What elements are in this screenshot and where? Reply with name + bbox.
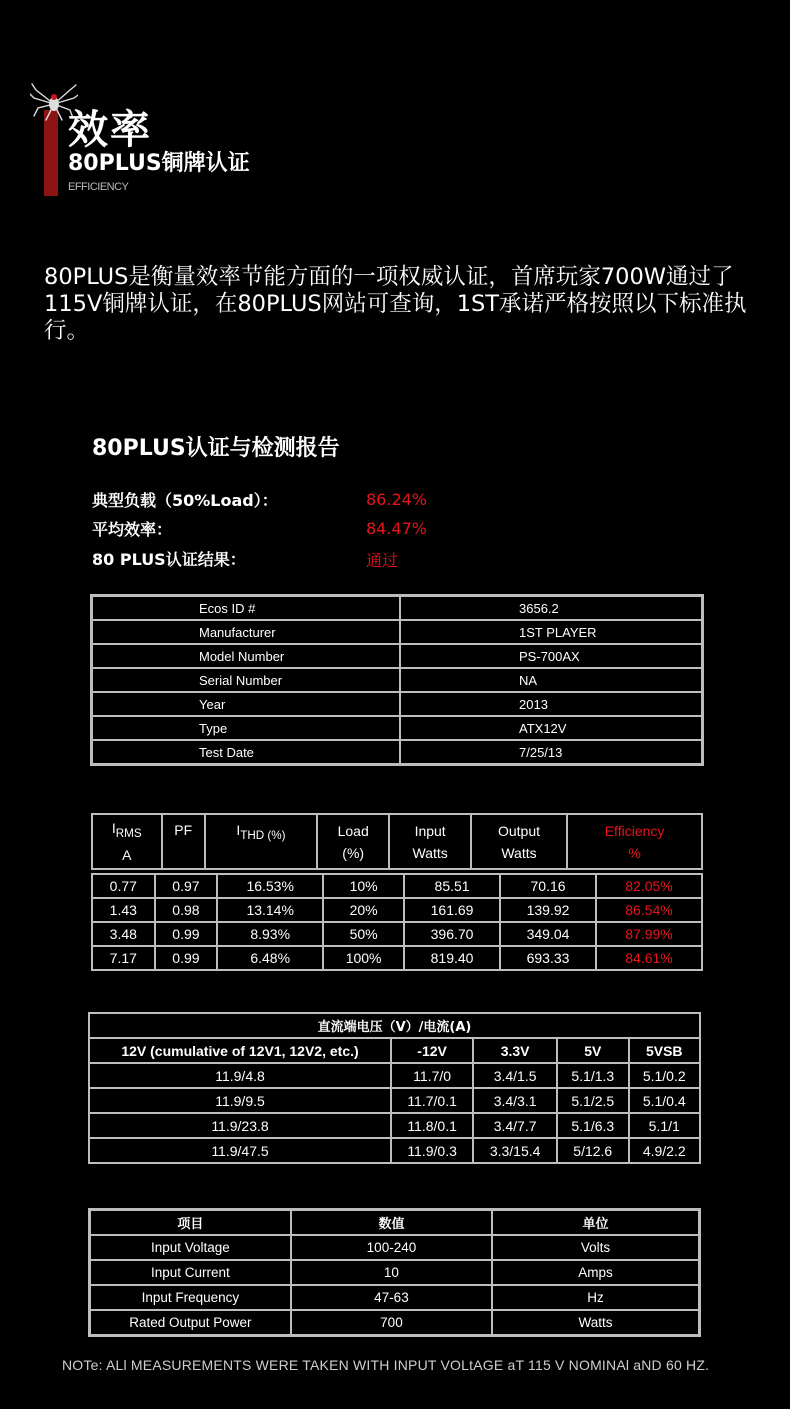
cell: 47-63: [291, 1285, 492, 1310]
cell: 0.97: [155, 874, 218, 898]
table-row: [89, 1088, 700, 1113]
cell: 693.33: [500, 946, 596, 970]
report-title: 80PLUS认证与检测报告: [92, 436, 340, 461]
header-efficiency: Efficiency %: [567, 814, 702, 869]
cell: 85.51: [404, 874, 500, 898]
cell: 1.43: [92, 898, 155, 922]
info-value: PS-700AX: [400, 644, 703, 668]
spec-header: 单位: [492, 1210, 699, 1236]
cell: 5.1/0.2: [629, 1063, 701, 1088]
intro-paragraph: 80PLUS是衡量效率节能方面的一项权威认证，首席玩家700W通过了115V铜牌认证，在80PLUS网站可查询，1ST承诺严格按照以下标准执行。: [44, 264, 747, 344]
cell: 70.16: [500, 874, 596, 898]
cell: Input Current: [90, 1260, 291, 1285]
info-key: Ecos ID #: [92, 596, 401, 621]
table-header-row: [92, 814, 702, 869]
efficiency-cell: 84.61%: [596, 946, 702, 970]
dc-header: 5V: [557, 1038, 628, 1063]
summary-value-result: 通过: [366, 551, 399, 570]
efficiency-table-data: [91, 873, 703, 971]
cell: 7.17: [92, 946, 155, 970]
dc-header: -12V: [391, 1038, 473, 1063]
cell: 11.9/23.8: [89, 1113, 391, 1138]
dc-header: 12V (cumulative of 12V1, 12V2, etc.): [89, 1038, 391, 1063]
header-output-watts: Output Watts: [471, 814, 567, 869]
cell: Watts: [492, 1310, 699, 1336]
efficiency-table-header: [91, 813, 703, 870]
cell: 11.9/4.8: [89, 1063, 391, 1088]
table-row: [90, 1310, 700, 1336]
table-row: [92, 874, 702, 898]
dc-table-title: 直流端电压（V）/电流(A): [89, 1013, 700, 1038]
section-subtitle: 80PLUS铜牌认证: [68, 151, 250, 176]
cell: 6.48%: [217, 946, 323, 970]
cell: 396.70: [404, 922, 500, 946]
cell: 8.93%: [217, 922, 323, 946]
cell: Input Frequency: [90, 1285, 291, 1310]
table-row: [92, 946, 702, 970]
table-row: [90, 1285, 700, 1310]
cell: 3.48: [92, 922, 155, 946]
cell: 0.98: [155, 898, 218, 922]
cell: 161.69: [404, 898, 500, 922]
info-value: 1ST PLAYER: [400, 620, 703, 644]
table-row: [92, 620, 703, 644]
table-row: [92, 740, 703, 765]
cell: 5/12.6: [557, 1138, 628, 1163]
table-row: [90, 1235, 700, 1260]
cell: 3.4/3.1: [473, 1088, 557, 1113]
cell: 0.99: [155, 922, 218, 946]
cell: 5.1/0.4: [629, 1088, 701, 1113]
summary-label-average: 平均效率：: [92, 520, 173, 539]
cell: Rated Output Power: [90, 1310, 291, 1336]
cell: 11.9/47.5: [89, 1138, 391, 1163]
cell: 5.1/2.5: [557, 1088, 628, 1113]
summary-label-result: 80 PLUS认证结果：: [92, 550, 246, 569]
header-irms: $I_{RMS}$ A: [92, 814, 162, 869]
section-subtitle-en: EFFICIENCY: [68, 181, 129, 193]
cell: 20%: [323, 898, 404, 922]
section-title: 效率: [68, 107, 152, 153]
info-value: 7/25/13: [400, 740, 703, 765]
cell: 5.1/1.3: [557, 1063, 628, 1088]
spec-header: 数值: [291, 1210, 492, 1236]
cell: Input Voltage: [90, 1235, 291, 1260]
summary-value-average: 84.47%: [366, 519, 428, 538]
info-key: Type: [92, 716, 401, 740]
table-title-row: [89, 1013, 700, 1038]
cell: 0.77: [92, 874, 155, 898]
cell: 700: [291, 1310, 492, 1336]
cell: 5.1/6.3: [557, 1113, 628, 1138]
cell: 100%: [323, 946, 404, 970]
table-row: [92, 716, 703, 740]
table-row: [92, 596, 703, 621]
cell: 4.9/2.2: [629, 1138, 701, 1163]
table-row: [89, 1138, 700, 1163]
header-ithd: $I_{THD (\%)}$: [205, 814, 317, 869]
cell: 50%: [323, 922, 404, 946]
efficiency-cell: 82.05%: [596, 874, 702, 898]
info-key: Manufacturer: [92, 620, 401, 644]
cell: 10%: [323, 874, 404, 898]
cell: 10: [291, 1260, 492, 1285]
table-row: [92, 668, 703, 692]
info-value: 3656.2: [400, 596, 703, 621]
table-row: [92, 692, 703, 716]
table-row: [89, 1113, 700, 1138]
cell: Amps: [492, 1260, 699, 1285]
cell: 13.14%: [217, 898, 323, 922]
table-header-row: [90, 1210, 700, 1236]
cell: 5.1/1: [629, 1113, 701, 1138]
header-load: Load (%): [317, 814, 389, 869]
header-input-watts: Input Watts: [389, 814, 470, 869]
cell: 349.04: [500, 922, 596, 946]
dc-output-table: [88, 1012, 701, 1164]
info-key: Test Date: [92, 740, 401, 765]
input-spec-table: [88, 1208, 701, 1337]
cell: 11.7/0: [391, 1063, 473, 1088]
dc-header: 5VSB: [629, 1038, 701, 1063]
table-row: [92, 898, 702, 922]
table-row: [92, 922, 702, 946]
cell: 3.3/15.4: [473, 1138, 557, 1163]
info-value: 2013: [400, 692, 703, 716]
product-info-table: [90, 594, 704, 766]
info-key: Model Number: [92, 644, 401, 668]
footnote: NOTe: ALl MEASUREMENTS WERE TAKEN WITH INPUT VOLtAGE aT 115 V NOMINAl aND 60 HZ.: [62, 1357, 710, 1373]
summary-label-typical: 典型负载（50%Load）：: [92, 491, 278, 510]
info-key: Year: [92, 692, 401, 716]
header-accent-bar: [44, 110, 58, 196]
cell: 11.9/9.5: [89, 1088, 391, 1113]
cell: 11.7/0.1: [391, 1088, 473, 1113]
cell: Volts: [492, 1235, 699, 1260]
cell: 11.8/0.1: [391, 1113, 473, 1138]
info-value: ATX12V: [400, 716, 703, 740]
cell: 139.92: [500, 898, 596, 922]
header-pf: PF: [162, 814, 205, 869]
cell: 3.4/1.5: [473, 1063, 557, 1088]
cell: 0.99: [155, 946, 218, 970]
cell: 11.9/0.3: [391, 1138, 473, 1163]
cell: 3.4/7.7: [473, 1113, 557, 1138]
cell: 16.53%: [217, 874, 323, 898]
efficiency-cell: 87.99%: [596, 922, 702, 946]
table-row: [92, 644, 703, 668]
cell: 100-240: [291, 1235, 492, 1260]
table-header-row: [89, 1038, 700, 1063]
cell: Hz: [492, 1285, 699, 1310]
info-value: NA: [400, 668, 703, 692]
efficiency-cell: 86.54%: [596, 898, 702, 922]
table-row: [90, 1260, 700, 1285]
summary-value-typical: 86.24%: [366, 490, 428, 509]
cell: 819.40: [404, 946, 500, 970]
spec-header: 项目: [90, 1210, 291, 1236]
info-key: Serial Number: [92, 668, 401, 692]
dc-header: 3.3V: [473, 1038, 557, 1063]
table-row: [89, 1063, 700, 1088]
